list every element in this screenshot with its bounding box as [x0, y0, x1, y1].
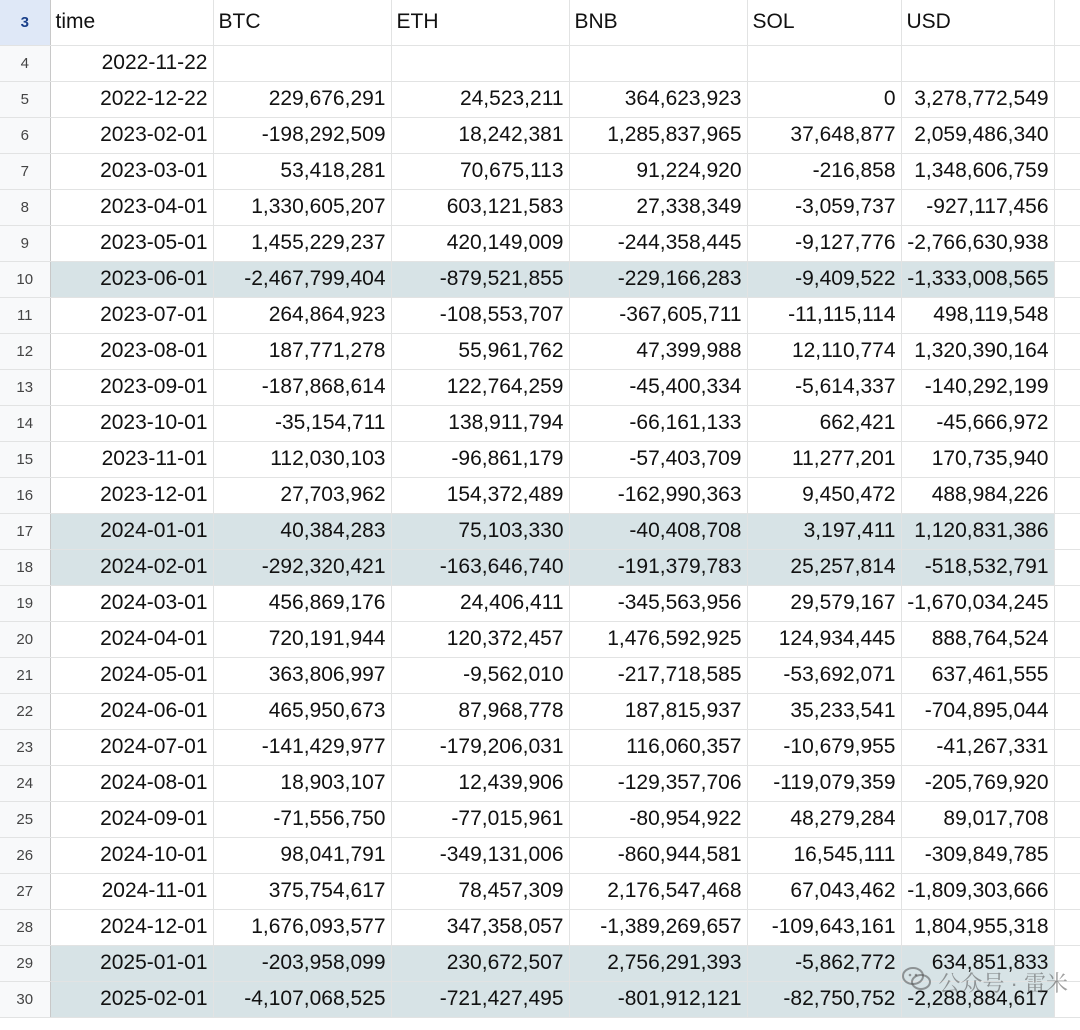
value-cell[interactable]: 154,372,489: [391, 477, 569, 513]
value-cell[interactable]: 53,418,281: [213, 153, 391, 189]
value-cell[interactable]: -3,059,737: [747, 189, 901, 225]
value-cell[interactable]: 637,461,555: [901, 657, 1054, 693]
value-cell[interactable]: -41,267,331: [901, 729, 1054, 765]
value-cell[interactable]: -2,288,884,617: [901, 981, 1054, 1017]
value-cell[interactable]: 888,764,524: [901, 621, 1054, 657]
value-cell[interactable]: -1,670,034,245: [901, 585, 1054, 621]
grid-filler: [1054, 729, 1080, 765]
table-row: [0, 477, 1080, 513]
date-cell[interactable]: 2024-01-01: [50, 513, 213, 549]
value-cell[interactable]: [213, 45, 391, 81]
watermark-text: 公众号 · 雷米: [938, 970, 1068, 996]
value-cell[interactable]: -217,718,585: [569, 657, 747, 693]
date-cell[interactable]: 2023-08-01: [50, 333, 213, 369]
value-cell[interactable]: 48,279,284: [747, 801, 901, 837]
value-cell[interactable]: -9,562,010: [391, 657, 569, 693]
date-cell[interactable]: 2023-04-01: [50, 189, 213, 225]
value-cell[interactable]: -801,912,121: [569, 981, 747, 1017]
grid-filler: [1054, 297, 1080, 333]
table-row: [0, 45, 1080, 81]
column-header-cell[interactable]: BNB: [569, 0, 747, 45]
value-cell[interactable]: -187,868,614: [213, 369, 391, 405]
value-cell[interactable]: -216,858: [747, 153, 901, 189]
value-cell[interactable]: -80,954,922: [569, 801, 747, 837]
date-cell[interactable]: 2023-12-01: [50, 477, 213, 513]
row-number[interactable]: 14: [0, 405, 50, 441]
value-cell[interactable]: 456,869,176: [213, 585, 391, 621]
value-cell[interactable]: 1,348,606,759: [901, 153, 1054, 189]
grid-filler: [1054, 405, 1080, 441]
value-cell[interactable]: 70,675,113: [391, 153, 569, 189]
row-number[interactable]: 12: [0, 333, 50, 369]
grid-filler: [1054, 117, 1080, 153]
value-cell[interactable]: 25,257,814: [747, 549, 901, 585]
date-cell[interactable]: 2024-02-01: [50, 549, 213, 585]
value-cell[interactable]: -927,117,456: [901, 189, 1054, 225]
value-cell[interactable]: 89,017,708: [901, 801, 1054, 837]
date-cell[interactable]: 2024-06-01: [50, 693, 213, 729]
value-cell[interactable]: 264,864,923: [213, 297, 391, 333]
value-cell[interactable]: -721,427,495: [391, 981, 569, 1017]
value-cell[interactable]: 18,903,107: [213, 765, 391, 801]
value-cell[interactable]: -140,292,199: [901, 369, 1054, 405]
value-cell[interactable]: 87,968,778: [391, 693, 569, 729]
table-row: [0, 801, 1080, 837]
row-number[interactable]: 5: [0, 81, 50, 117]
grid-filler: [1054, 549, 1080, 585]
row-number[interactable]: 7: [0, 153, 50, 189]
value-cell[interactable]: 420,149,009: [391, 225, 569, 261]
table-row: [0, 693, 1080, 729]
value-cell[interactable]: -309,849,785: [901, 837, 1054, 873]
value-cell[interactable]: 498,119,548: [901, 297, 1054, 333]
row-number[interactable]: 20: [0, 621, 50, 657]
table-row: [0, 225, 1080, 261]
value-cell[interactable]: 170,735,940: [901, 441, 1054, 477]
value-cell[interactable]: -292,320,421: [213, 549, 391, 585]
grid-filler: [1054, 0, 1080, 45]
value-cell[interactable]: 230,672,507: [391, 945, 569, 981]
value-cell[interactable]: [901, 45, 1054, 81]
date-cell[interactable]: 2022-11-22: [50, 45, 213, 81]
value-cell[interactable]: -71,556,750: [213, 801, 391, 837]
date-cell[interactable]: 2023-07-01: [50, 297, 213, 333]
date-cell[interactable]: 2023-11-01: [50, 441, 213, 477]
value-cell[interactable]: -518,532,791: [901, 549, 1054, 585]
grid-filler: [1054, 261, 1080, 297]
value-cell[interactable]: -57,403,709: [569, 441, 747, 477]
table-row: [0, 333, 1080, 369]
value-cell[interactable]: 124,934,445: [747, 621, 901, 657]
value-cell[interactable]: 1,804,955,318: [901, 909, 1054, 945]
value-cell[interactable]: -1,809,303,666: [901, 873, 1054, 909]
grid-filler: [1054, 621, 1080, 657]
value-cell[interactable]: 662,421: [747, 405, 901, 441]
value-cell[interactable]: -129,357,706: [569, 765, 747, 801]
row-number[interactable]: 25: [0, 801, 50, 837]
value-cell[interactable]: [569, 45, 747, 81]
column-header-cell[interactable]: ETH: [391, 0, 569, 45]
value-cell[interactable]: 375,754,617: [213, 873, 391, 909]
value-cell[interactable]: 3,197,411: [747, 513, 901, 549]
grid-filler: [1054, 441, 1080, 477]
table-row: [0, 657, 1080, 693]
row-number[interactable]: 24: [0, 765, 50, 801]
value-cell[interactable]: 187,771,278: [213, 333, 391, 369]
row-number[interactable]: 22: [0, 693, 50, 729]
table-row: [0, 729, 1080, 765]
value-cell[interactable]: -10,679,955: [747, 729, 901, 765]
table-row: [0, 81, 1080, 117]
value-cell[interactable]: 603,121,583: [391, 189, 569, 225]
table-row: [0, 945, 1080, 981]
table-row: [0, 189, 1080, 225]
value-cell[interactable]: -244,358,445: [569, 225, 747, 261]
value-cell[interactable]: 2,059,486,340: [901, 117, 1054, 153]
date-cell[interactable]: 2024-03-01: [50, 585, 213, 621]
date-cell[interactable]: 2024-10-01: [50, 837, 213, 873]
row-number[interactable]: 10: [0, 261, 50, 297]
value-cell[interactable]: 40,384,283: [213, 513, 391, 549]
table-row: [0, 837, 1080, 873]
table-row: [0, 369, 1080, 405]
value-cell[interactable]: 27,338,349: [569, 189, 747, 225]
value-cell[interactable]: -860,944,581: [569, 837, 747, 873]
value-cell[interactable]: -53,692,071: [747, 657, 901, 693]
value-cell[interactable]: 1,330,605,207: [213, 189, 391, 225]
value-cell[interactable]: 2,756,291,393: [569, 945, 747, 981]
value-cell[interactable]: 363,806,997: [213, 657, 391, 693]
grid-filler: [1054, 477, 1080, 513]
value-cell[interactable]: 91,224,920: [569, 153, 747, 189]
value-cell[interactable]: 1,120,831,386: [901, 513, 1054, 549]
date-cell[interactable]: 2023-06-01: [50, 261, 213, 297]
date-cell[interactable]: 2024-04-01: [50, 621, 213, 657]
value-cell[interactable]: 29,579,167: [747, 585, 901, 621]
value-cell[interactable]: -349,131,006: [391, 837, 569, 873]
table-row: [0, 549, 1080, 585]
value-cell[interactable]: 1,320,390,164: [901, 333, 1054, 369]
value-cell[interactable]: -82,750,752: [747, 981, 901, 1017]
column-header-cell[interactable]: BTC: [213, 0, 391, 45]
row-number[interactable]: 4: [0, 45, 50, 81]
value-cell[interactable]: 122,764,259: [391, 369, 569, 405]
value-cell[interactable]: -45,400,334: [569, 369, 747, 405]
value-cell[interactable]: -2,467,799,404: [213, 261, 391, 297]
value-cell[interactable]: 24,406,411: [391, 585, 569, 621]
value-cell[interactable]: 116,060,357: [569, 729, 747, 765]
value-cell[interactable]: 55,961,762: [391, 333, 569, 369]
grid-filler: [1054, 657, 1080, 693]
date-cell[interactable]: 2024-08-01: [50, 765, 213, 801]
grid-filler: [1054, 837, 1080, 873]
value-cell[interactable]: 3,278,772,549: [901, 81, 1054, 117]
grid-filler: [1054, 369, 1080, 405]
value-cell[interactable]: 67,043,462: [747, 873, 901, 909]
value-cell[interactable]: -367,605,711: [569, 297, 747, 333]
grid-filler: [1054, 765, 1080, 801]
row-number[interactable]: 29: [0, 945, 50, 981]
value-cell[interactable]: -96,861,179: [391, 441, 569, 477]
value-cell[interactable]: 75,103,330: [391, 513, 569, 549]
table-row: [0, 981, 1080, 1017]
date-cell[interactable]: 2024-09-01: [50, 801, 213, 837]
value-cell[interactable]: 364,623,923: [569, 81, 747, 117]
value-cell[interactable]: 488,984,226: [901, 477, 1054, 513]
table-row: [0, 441, 1080, 477]
value-cell[interactable]: 18,242,381: [391, 117, 569, 153]
value-cell[interactable]: 634,851,833: [901, 945, 1054, 981]
value-cell[interactable]: 35,233,541: [747, 693, 901, 729]
date-cell[interactable]: 2023-02-01: [50, 117, 213, 153]
value-cell[interactable]: -5,614,337: [747, 369, 901, 405]
table-row: [0, 153, 1080, 189]
row-number[interactable]: 11: [0, 297, 50, 333]
date-cell[interactable]: 2023-03-01: [50, 153, 213, 189]
value-cell[interactable]: 229,676,291: [213, 81, 391, 117]
table-row: [0, 765, 1080, 801]
value-cell[interactable]: -119,079,359: [747, 765, 901, 801]
date-cell[interactable]: 2023-10-01: [50, 405, 213, 441]
value-cell[interactable]: -198,292,509: [213, 117, 391, 153]
row-number[interactable]: 23: [0, 729, 50, 765]
value-cell[interactable]: -141,429,977: [213, 729, 391, 765]
date-cell[interactable]: 2024-05-01: [50, 657, 213, 693]
grid-filler: [1054, 981, 1080, 1017]
value-cell[interactable]: -45,666,972: [901, 405, 1054, 441]
value-cell[interactable]: 1,455,229,237: [213, 225, 391, 261]
value-cell[interactable]: -1,333,008,565: [901, 261, 1054, 297]
value-cell[interactable]: -4,107,068,525: [213, 981, 391, 1017]
table-row: [0, 513, 1080, 549]
row-number[interactable]: 6: [0, 117, 50, 153]
value-cell[interactable]: 112,030,103: [213, 441, 391, 477]
value-cell[interactable]: -345,563,956: [569, 585, 747, 621]
value-cell[interactable]: -879,521,855: [391, 261, 569, 297]
value-cell[interactable]: 27,703,962: [213, 477, 391, 513]
value-cell[interactable]: -9,409,522: [747, 261, 901, 297]
value-cell[interactable]: 47,399,988: [569, 333, 747, 369]
value-cell[interactable]: 11,277,201: [747, 441, 901, 477]
grid-filler: [1054, 801, 1080, 837]
value-cell[interactable]: 0: [747, 81, 901, 117]
grid-filler: [1054, 513, 1080, 549]
value-cell[interactable]: -11,115,114: [747, 297, 901, 333]
table-row: [0, 405, 1080, 441]
value-cell[interactable]: -2,766,630,938: [901, 225, 1054, 261]
date-cell[interactable]: 2025-01-01: [50, 945, 213, 981]
row-number[interactable]: 19: [0, 585, 50, 621]
table-row: [0, 297, 1080, 333]
row-number[interactable]: 8: [0, 189, 50, 225]
row-number[interactable]: 13: [0, 369, 50, 405]
grid-filler: [1054, 585, 1080, 621]
value-cell[interactable]: -9,127,776: [747, 225, 901, 261]
value-cell[interactable]: -77,015,961: [391, 801, 569, 837]
value-cell[interactable]: 1,676,093,577: [213, 909, 391, 945]
grid-filler: [1054, 45, 1080, 81]
row-number[interactable]: 30: [0, 981, 50, 1017]
value-cell[interactable]: 187,815,937: [569, 693, 747, 729]
value-cell[interactable]: [747, 45, 901, 81]
table-row: [0, 873, 1080, 909]
value-cell[interactable]: 24,523,211: [391, 81, 569, 117]
value-cell[interactable]: -229,166,283: [569, 261, 747, 297]
value-cell[interactable]: -1,389,269,657: [569, 909, 747, 945]
value-cell[interactable]: 138,911,794: [391, 405, 569, 441]
grid-filler: [1054, 693, 1080, 729]
row-number[interactable]: 9: [0, 225, 50, 261]
table-row: [0, 621, 1080, 657]
date-cell[interactable]: 2024-12-01: [50, 909, 213, 945]
value-cell[interactable]: -162,990,363: [569, 477, 747, 513]
value-cell[interactable]: -191,379,783: [569, 549, 747, 585]
value-cell[interactable]: 1,476,592,925: [569, 621, 747, 657]
value-cell[interactable]: -205,769,920: [901, 765, 1054, 801]
row-number[interactable]: 3: [0, 0, 50, 45]
value-cell[interactable]: 347,358,057: [391, 909, 569, 945]
value-cell[interactable]: -66,161,133: [569, 405, 747, 441]
date-cell[interactable]: 2024-07-01: [50, 729, 213, 765]
grid-filler: [1054, 873, 1080, 909]
value-cell[interactable]: 37,648,877: [747, 117, 901, 153]
date-cell[interactable]: 2023-05-01: [50, 225, 213, 261]
value-cell[interactable]: -40,408,708: [569, 513, 747, 549]
row-number[interactable]: 21: [0, 657, 50, 693]
value-cell[interactable]: -163,646,740: [391, 549, 569, 585]
value-cell[interactable]: 98,041,791: [213, 837, 391, 873]
grid-filler: [1054, 333, 1080, 369]
value-cell[interactable]: -179,206,031: [391, 729, 569, 765]
date-cell[interactable]: 2022-12-22: [50, 81, 213, 117]
table-row: [0, 117, 1080, 153]
value-cell[interactable]: 720,191,944: [213, 621, 391, 657]
date-cell[interactable]: 2024-11-01: [50, 873, 213, 909]
row-number[interactable]: 18: [0, 549, 50, 585]
header-row: [0, 0, 1080, 45]
row-number[interactable]: 28: [0, 909, 50, 945]
value-cell[interactable]: -108,553,707: [391, 297, 569, 333]
date-cell[interactable]: 2025-02-01: [50, 981, 213, 1017]
row-number[interactable]: 26: [0, 837, 50, 873]
table-row: [0, 261, 1080, 297]
value-cell[interactable]: 2,176,547,468: [569, 873, 747, 909]
grid-filler: [1054, 225, 1080, 261]
value-cell[interactable]: 120,372,457: [391, 621, 569, 657]
grid-filler: [1054, 153, 1080, 189]
value-cell[interactable]: -35,154,711: [213, 405, 391, 441]
value-cell[interactable]: 1,285,837,965: [569, 117, 747, 153]
value-cell[interactable]: [391, 45, 569, 81]
grid-filler: [1054, 909, 1080, 945]
row-number[interactable]: 15: [0, 441, 50, 477]
row-number[interactable]: 27: [0, 873, 50, 909]
value-cell[interactable]: 9,450,472: [747, 477, 901, 513]
column-header-cell[interactable]: SOL: [747, 0, 901, 45]
column-header-cell[interactable]: USD: [901, 0, 1054, 45]
grid-filler: [1054, 81, 1080, 117]
value-cell[interactable]: 16,545,111: [747, 837, 901, 873]
grid-filler: [1054, 945, 1080, 981]
value-cell[interactable]: -203,958,099: [213, 945, 391, 981]
value-cell[interactable]: 12,110,774: [747, 333, 901, 369]
row-number[interactable]: 17: [0, 513, 50, 549]
value-cell[interactable]: -704,895,044: [901, 693, 1054, 729]
value-cell[interactable]: -5,862,772: [747, 945, 901, 981]
value-cell[interactable]: 78,457,309: [391, 873, 569, 909]
row-number[interactable]: 16: [0, 477, 50, 513]
date-cell[interactable]: 2023-09-01: [50, 369, 213, 405]
column-header-cell[interactable]: time: [50, 0, 213, 45]
value-cell[interactable]: 12,439,906: [391, 765, 569, 801]
table-row: [0, 585, 1080, 621]
value-cell[interactable]: -109,643,161: [747, 909, 901, 945]
value-cell[interactable]: 465,950,673: [213, 693, 391, 729]
table-row: [0, 909, 1080, 945]
grid-filler: [1054, 189, 1080, 225]
